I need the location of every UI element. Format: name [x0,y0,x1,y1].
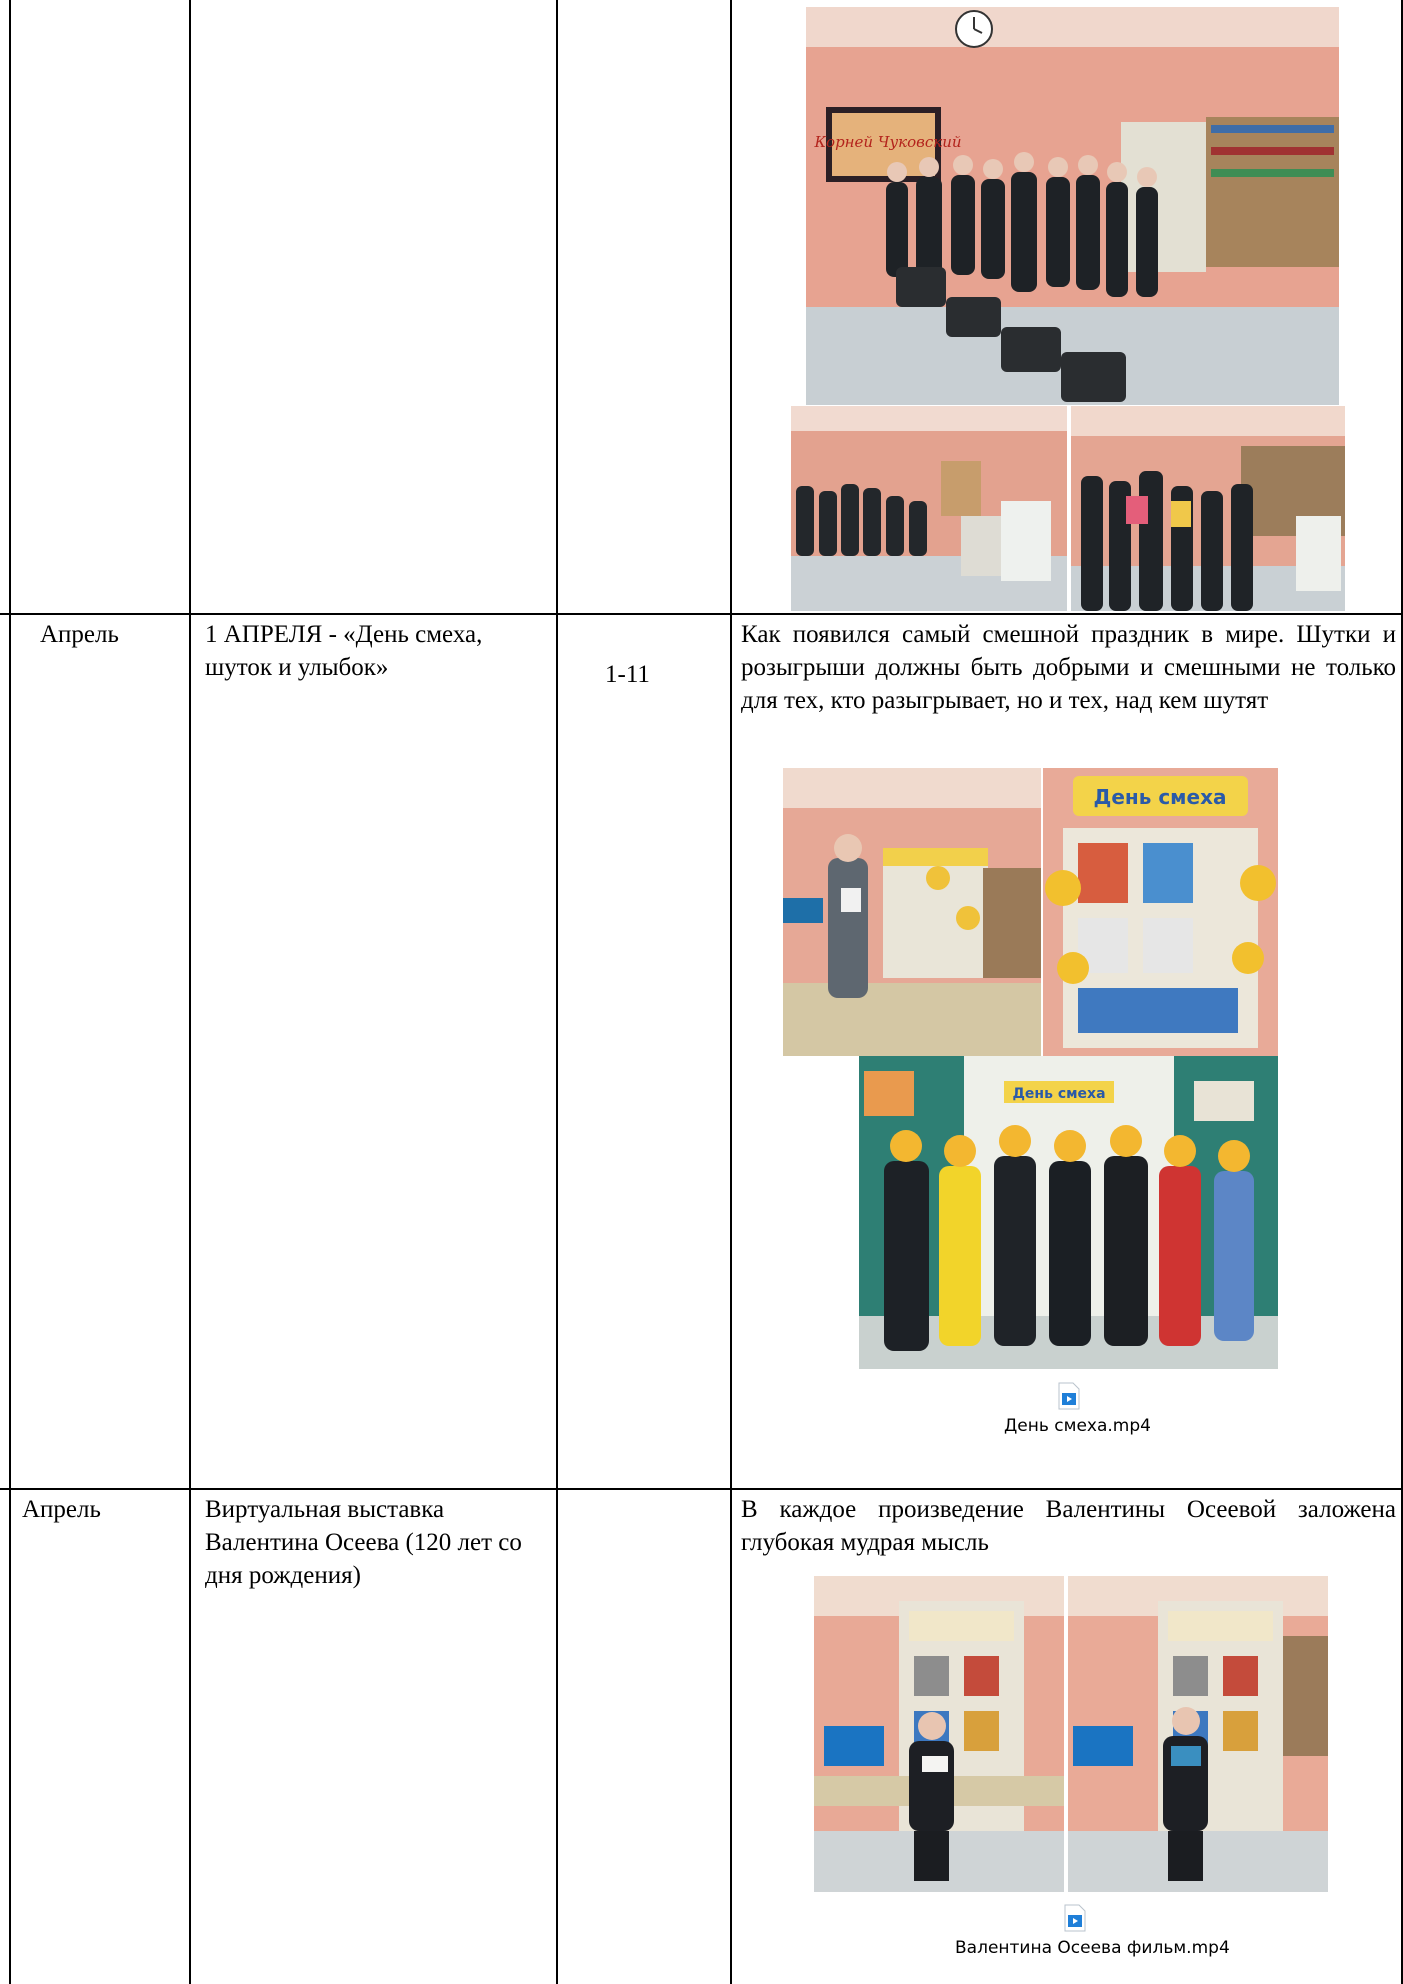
column-divider-2 [556,0,558,1984]
row3-month: Апрель [22,1496,101,1523]
photo-boy-display [783,768,1041,1056]
row2-month: Апрель [40,621,119,648]
column-divider-3 [730,0,732,1984]
table-border-right [1401,0,1403,1984]
row3-event: Виртуальная выставка Валентина Осеева (120 лет со дня рождения) [205,1496,522,1589]
attachment-den-smeha[interactable] [1004,1382,1151,1436]
den-smeha-banner-1: День смеха [1093,785,1227,809]
photo-books-kids [1071,406,1345,611]
column-divider-1 [189,0,191,1984]
row-divider-2 [0,1488,1403,1490]
video-file-icon [1064,1904,1086,1932]
attachment-oseeva[interactable] [955,1904,1230,1958]
row3-description: В каждое произведение Валентины Осеевой заложена глубокая мудрая мысль [741,1496,1396,1556]
attachment-filename: День смеха.mp4 [1004,1416,1151,1436]
den-smeha-banner-2: День смеха [1012,1086,1106,1102]
row-divider-1 [0,613,1403,615]
chukovsky-screen-caption: Корней Чуковский [814,133,962,151]
photo-chukovsky-group [806,7,1339,405]
photo-kids-masks [859,1056,1278,1369]
row2-event: 1 АПРЕЛЯ - «День смеха, шуток и улыбок» [205,621,483,681]
row2-description: Как появился самый смешной праздник в мире. Шутки и розыгрыши должны быть добрыми и смешными не только для тех, кто разыгрывает, но и тех, над кем шутят [741,621,1396,714]
table-border-left [9,0,11,1984]
photo-oseeva-girl-2 [1068,1576,1328,1892]
photo-den-smeha-display [1043,768,1278,1056]
photo-oseeva-girl-1 [814,1576,1064,1892]
photo-audience [791,406,1067,611]
row2-grades: 1-11 [605,661,650,688]
video-file-icon [1058,1382,1080,1410]
attachment-filename: Валентина Осеева фильм.mp4 [955,1938,1230,1958]
